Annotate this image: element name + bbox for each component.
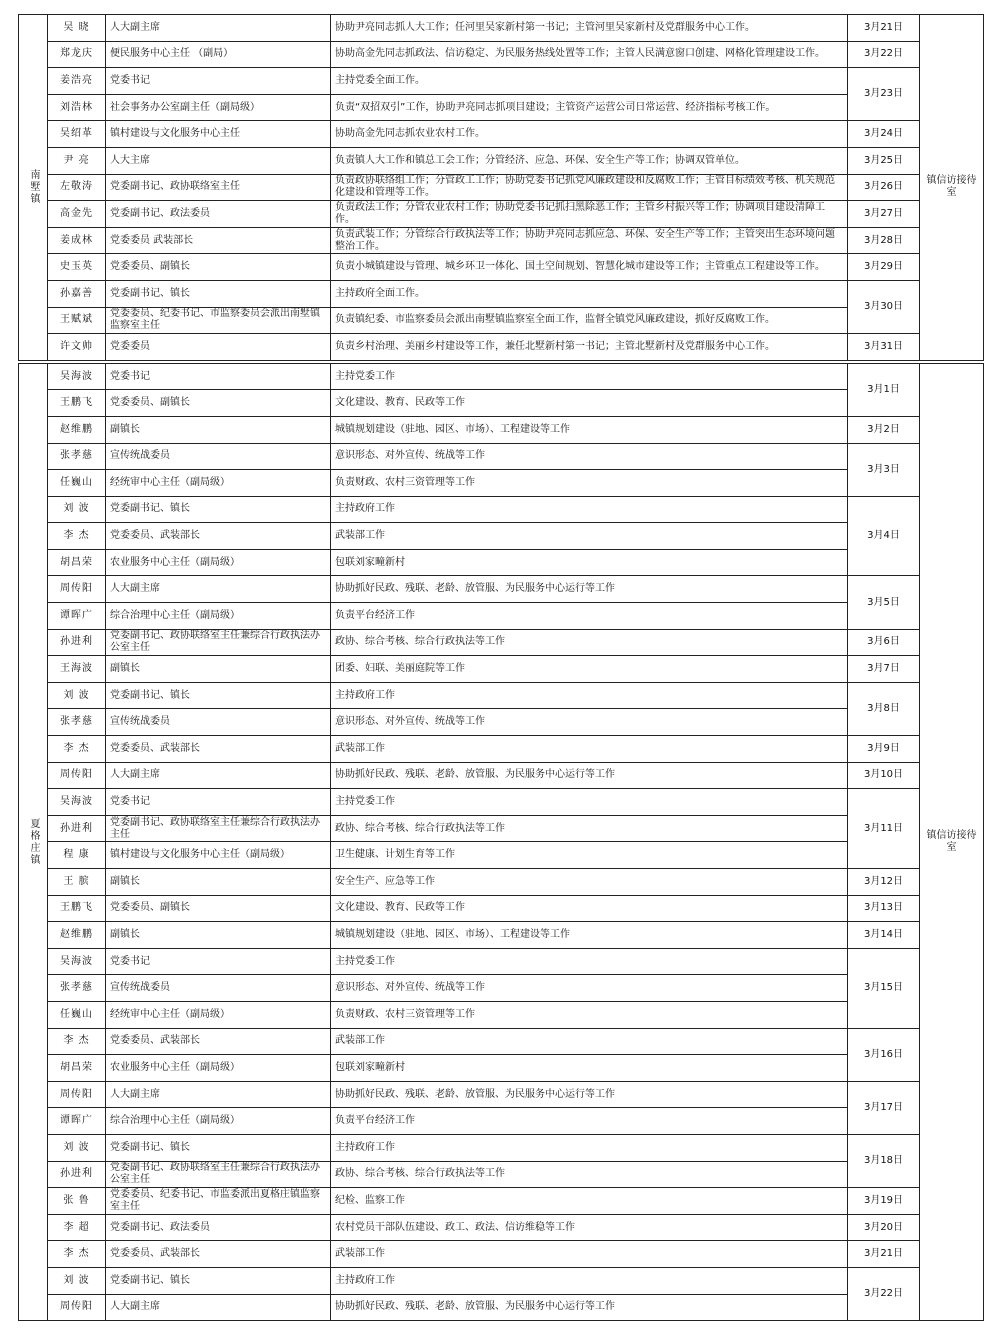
date-cell: 3月12日 — [848, 869, 920, 896]
town-cell: 夏格庄镇 — [19, 363, 48, 1320]
table-row — [19, 709, 984, 736]
title-cell: 人大主席 — [106, 147, 331, 174]
name-cell: 左敬涛 — [48, 174, 106, 201]
date-cell: 3月7日 — [848, 656, 920, 683]
name-cell: 吴 晓 — [48, 15, 106, 42]
date-cell: 3月21日 — [848, 15, 920, 42]
duty-cell: 团委、妇联、美丽庭院等工作 — [331, 656, 848, 683]
table-row — [19, 1294, 984, 1321]
name-cell: 周传阳 — [48, 576, 106, 603]
date-cell: 3月11日 — [848, 789, 920, 869]
duty-cell: 政协、综合考核、综合行政执法等工作 — [331, 1161, 848, 1188]
table-row — [19, 390, 984, 417]
table-body — [19, 15, 984, 1321]
table-row — [19, 94, 984, 121]
title-cell: 党委委员、武装部长 — [106, 1028, 331, 1055]
duty-cell: 主持政府工作 — [331, 1134, 848, 1161]
date-cell: 3月8日 — [848, 682, 920, 735]
title-cell: 镇村建设与文化服务中心主任 — [106, 121, 331, 148]
table-row — [19, 603, 984, 630]
duty-cell: 政协、综合考核、综合行政执法等工作 — [331, 629, 848, 656]
name-cell: 吴海波 — [48, 789, 106, 816]
date-cell: 3月13日 — [848, 895, 920, 922]
duty-cell: 主持党委工作 — [331, 948, 848, 975]
duty-cell: 城镇规划建设（驻地、园区、市场）、工程建设等工作 — [331, 416, 848, 443]
date-cell: 3月9日 — [848, 736, 920, 763]
reception-place-cell: 镇信访接待室 — [920, 15, 984, 361]
name-cell: 张孝慈 — [48, 709, 106, 736]
name-cell: 李 杰 — [48, 736, 106, 763]
name-cell: 任巍山 — [48, 470, 106, 497]
duty-cell: 纪检、监察工作 — [331, 1188, 848, 1215]
table-row — [19, 789, 984, 816]
table-row — [19, 416, 984, 443]
name-cell: 孙进利 — [48, 815, 106, 842]
table-row — [19, 656, 984, 683]
name-cell: 刘 波 — [48, 682, 106, 709]
name-cell: 王鹏飞 — [48, 895, 106, 922]
title-cell: 党委书记 — [106, 789, 331, 816]
date-cell: 3月23日 — [848, 68, 920, 121]
title-cell: 人大副主席 — [106, 576, 331, 603]
name-cell: 张孝慈 — [48, 975, 106, 1002]
name-cell: 吴海波 — [48, 948, 106, 975]
duty-cell: 负责镇纪委、市监察委员会派出南墅镇监察室全面工作，监督全镇党风廉政建设，抓好反腐败工作。 — [331, 307, 848, 334]
table-row — [19, 1161, 984, 1188]
duty-cell: 负责财政、农村三资管理等工作 — [331, 470, 848, 497]
name-cell: 任巍山 — [48, 1001, 106, 1028]
title-cell: 党委书记 — [106, 363, 331, 390]
table-row — [19, 1108, 984, 1135]
duty-cell: 主持党委全面工作。 — [331, 68, 848, 95]
date-cell: 3月5日 — [848, 576, 920, 629]
date-cell: 3月3日 — [848, 443, 920, 496]
table-row — [19, 307, 984, 334]
name-cell: 王鹏飞 — [48, 390, 106, 417]
date-cell: 3月20日 — [848, 1214, 920, 1241]
name-cell: 谭晖广 — [48, 1108, 106, 1135]
duty-cell: 意识形态、对外宣传、统战等工作 — [331, 975, 848, 1002]
table-row — [19, 363, 984, 390]
table-row — [19, 549, 984, 576]
table-row — [19, 334, 984, 361]
table-row — [19, 201, 984, 228]
name-cell: 许文帅 — [48, 334, 106, 361]
duty-cell: 武装部工作 — [331, 1241, 848, 1268]
date-cell: 3月10日 — [848, 762, 920, 789]
table-row — [19, 496, 984, 523]
reception-place-cell: 镇信访接待室 — [920, 363, 984, 1320]
date-cell: 3月6日 — [848, 629, 920, 656]
table-row — [19, 1055, 984, 1082]
name-cell: 刘 波 — [48, 1267, 106, 1294]
title-cell: 党委副书记、镇长 — [106, 1267, 331, 1294]
title-cell: 经统审中心主任（副局级） — [106, 470, 331, 497]
name-cell: 周传阳 — [48, 1081, 106, 1108]
table-row — [19, 895, 984, 922]
duty-cell: 负责财政、农村三资管理等工作 — [331, 1001, 848, 1028]
title-cell: 党委副书记、政协联络室主任兼综合行政执法办公室主任 — [106, 629, 331, 656]
duty-cell: 负责武装工作；分管综合行政执法等工作；协助尹亮同志抓应急、环保、安全生产等工作；主管突出生态环境问题整治工作。 — [331, 227, 848, 254]
title-cell: 副镇长 — [106, 869, 331, 896]
title-cell: 综合治理中心主任（副局级） — [106, 603, 331, 630]
table-row — [19, 1134, 984, 1161]
date-cell: 3月1日 — [848, 363, 920, 416]
date-cell: 3月17日 — [848, 1081, 920, 1134]
name-cell: 张孝慈 — [48, 443, 106, 470]
duty-cell: 文化建设、教育、民政等工作 — [331, 390, 848, 417]
date-cell: 3月15日 — [848, 948, 920, 1028]
title-cell: 党委副书记、镇长 — [106, 682, 331, 709]
title-cell: 党委委员、纪委书记、市监察委员会派出南墅镇监察室主任 — [106, 307, 331, 334]
table-row — [19, 41, 984, 68]
duty-cell: 协助抓好民政、残联、老龄、放管服、为民服务中心运行等工作 — [331, 1294, 848, 1321]
duty-cell: 协助抓好民政、残联、老龄、放管服、为民服务中心运行等工作 — [331, 576, 848, 603]
table-row — [19, 254, 984, 281]
title-cell: 镇村建设与文化服务中心主任（副局级） — [106, 842, 331, 869]
title-cell: 综合治理中心主任（副局级） — [106, 1108, 331, 1135]
date-cell: 3月21日 — [848, 1241, 920, 1268]
table-row — [19, 629, 984, 656]
name-cell: 孙嘉善 — [48, 280, 106, 307]
table-row — [19, 736, 984, 763]
duty-cell: 主持党委工作 — [331, 363, 848, 390]
table-row — [19, 762, 984, 789]
title-cell: 党委委员 武装部长 — [106, 227, 331, 254]
name-cell: 程 康 — [48, 842, 106, 869]
name-cell: 王赋斌 — [48, 307, 106, 334]
title-cell: 副镇长 — [106, 656, 331, 683]
title-cell: 宣传统战委员 — [106, 709, 331, 736]
town-cell: 南墅镇 — [19, 15, 48, 361]
title-cell: 党委委员、纪委书记、市监委派出夏格庄镇监察室主任 — [106, 1188, 331, 1215]
title-cell: 党委副书记、政协联络室主任兼综合行政执法办主任 — [106, 815, 331, 842]
date-cell: 3月16日 — [848, 1028, 920, 1081]
title-cell: 副镇长 — [106, 922, 331, 949]
table-row — [19, 15, 984, 42]
table-row — [19, 227, 984, 254]
title-cell: 人大副主席 — [106, 15, 331, 42]
name-cell: 史玉英 — [48, 254, 106, 281]
table-row — [19, 682, 984, 709]
duty-cell: 负责平台经济工作 — [331, 603, 848, 630]
title-cell: 社会事务办公室副主任（副局级） — [106, 94, 331, 121]
duty-cell: 包联刘家疃新村 — [331, 549, 848, 576]
duty-cell: 包联刘家疃新村 — [331, 1055, 848, 1082]
title-cell: 党委副书记、政协联络室主任 — [106, 174, 331, 201]
date-cell: 3月26日 — [848, 174, 920, 201]
table-row — [19, 523, 984, 550]
duty-cell: 意识形态、对外宣传、统战等工作 — [331, 709, 848, 736]
table-row — [19, 948, 984, 975]
title-cell: 党委委员、副镇长 — [106, 895, 331, 922]
date-cell: 3月25日 — [848, 147, 920, 174]
name-cell: 周传阳 — [48, 762, 106, 789]
title-cell: 党委副书记、镇长 — [106, 496, 331, 523]
name-cell: 刘浩林 — [48, 94, 106, 121]
table-row — [19, 815, 984, 842]
duty-cell: 主持政府工作 — [331, 496, 848, 523]
date-cell: 3月2日 — [848, 416, 920, 443]
title-cell: 经统审中心主任（副局级） — [106, 1001, 331, 1028]
name-cell: 周传阳 — [48, 1294, 106, 1321]
duty-cell: 政协、综合考核、综合行政执法等工作 — [331, 815, 848, 842]
name-cell: 李 杰 — [48, 523, 106, 550]
name-cell: 王海波 — [48, 656, 106, 683]
duty-cell: 协助尹亮同志抓人大工作；任河里吴家新村第一书记；主管河里吴家新村及党群服务中心工作。 — [331, 15, 848, 42]
date-cell: 3月28日 — [848, 227, 920, 254]
name-cell: 吴绍革 — [48, 121, 106, 148]
title-cell: 党委委员 — [106, 334, 331, 361]
title-cell: 党委书记 — [106, 68, 331, 95]
name-cell: 吴海波 — [48, 363, 106, 390]
duty-cell: 卫生健康、计划生育等工作 — [331, 842, 848, 869]
duty-cell: 协助高金先同志抓政法、信访稳定、为民服务热线处置等工作；主管人民满意窗口创建、网格化管理建设工作。 — [331, 41, 848, 68]
duty-cell: 城镇规划建设（驻地、园区、市场）、工程建设等工作 — [331, 922, 848, 949]
duty-cell: 负责政协联络组工作；分管政工工作；协助党委书记抓党风廉政建设和反腐败工作；主管目标绩效考核、机关规范化建设和管理等工作。 — [331, 174, 848, 201]
name-cell: 姜成林 — [48, 227, 106, 254]
duty-cell: 武装部工作 — [331, 736, 848, 763]
table-row — [19, 121, 984, 148]
title-cell: 人大副主席 — [106, 1081, 331, 1108]
title-cell: 党委书记 — [106, 948, 331, 975]
table-row — [19, 470, 984, 497]
date-cell: 3月24日 — [848, 121, 920, 148]
duty-cell: 负责镇人大工作和镇总工会工作；分管经济、应急、环保、安全生产等工作；协调双管单位。 — [331, 147, 848, 174]
table-row — [19, 1081, 984, 1108]
name-cell: 赵维鹏 — [48, 922, 106, 949]
table-row — [19, 1214, 984, 1241]
date-cell: 3月30日 — [848, 280, 920, 333]
date-cell: 3月4日 — [848, 496, 920, 576]
title-cell: 党委副书记、政协联络室主任兼综合行政执法办公室主任 — [106, 1161, 331, 1188]
name-cell: 刘 波 — [48, 1134, 106, 1161]
table-row — [19, 922, 984, 949]
table-row — [19, 842, 984, 869]
table-row — [19, 576, 984, 603]
name-cell: 张 鲁 — [48, 1188, 106, 1215]
table-row — [19, 869, 984, 896]
name-cell: 高金先 — [48, 201, 106, 228]
duty-cell: 意识形态、对外宣传、统战等工作 — [331, 443, 848, 470]
duty-schedule-table — [18, 14, 984, 1321]
title-cell: 宣传统战委员 — [106, 975, 331, 1002]
date-cell: 3月18日 — [848, 1134, 920, 1187]
date-cell: 3月27日 — [848, 201, 920, 228]
name-cell: 李 杰 — [48, 1241, 106, 1268]
date-cell: 3月22日 — [848, 1267, 920, 1320]
name-cell: 胡昌荣 — [48, 1055, 106, 1082]
name-cell: 李 杰 — [48, 1028, 106, 1055]
title-cell: 党委副书记、政法委员 — [106, 201, 331, 228]
title-cell: 农业服务中心主任（副局级） — [106, 549, 331, 576]
name-cell: 李 超 — [48, 1214, 106, 1241]
name-cell: 胡昌荣 — [48, 549, 106, 576]
duty-cell: 主持政府工作 — [331, 682, 848, 709]
duty-cell: 文化建设、教育、民政等工作 — [331, 895, 848, 922]
name-cell: 王 膑 — [48, 869, 106, 896]
title-cell: 党委委员、武装部长 — [106, 1241, 331, 1268]
date-cell: 3月31日 — [848, 334, 920, 361]
name-cell: 谭晖广 — [48, 603, 106, 630]
name-cell: 刘 波 — [48, 496, 106, 523]
duty-cell: 主持政府工作 — [331, 1267, 848, 1294]
title-cell: 农业服务中心主任（副局级） — [106, 1055, 331, 1082]
title-cell: 党委委员、副镇长 — [106, 390, 331, 417]
table-row — [19, 1001, 984, 1028]
duty-cell: 农村党员干部队伍建设、政工、政法、信访维稳等工作 — [331, 1214, 848, 1241]
table-row — [19, 1267, 984, 1294]
title-cell: 党委副书记、政法委员 — [106, 1214, 331, 1241]
duty-cell: 负责平台经济工作 — [331, 1108, 848, 1135]
name-cell: 郑龙庆 — [48, 41, 106, 68]
duty-cell: 主持政府全面工作。 — [331, 280, 848, 307]
table-row — [19, 1188, 984, 1215]
duty-cell: 武装部工作 — [331, 523, 848, 550]
name-cell: 孙进利 — [48, 629, 106, 656]
name-cell: 尹 亮 — [48, 147, 106, 174]
table-row — [19, 174, 984, 201]
date-cell: 3月19日 — [848, 1188, 920, 1215]
duty-cell: 协助抓好民政、残联、老龄、放管服、为民服务中心运行等工作 — [331, 762, 848, 789]
title-cell: 人大副主席 — [106, 762, 331, 789]
date-cell: 3月22日 — [848, 41, 920, 68]
table-row — [19, 975, 984, 1002]
duty-cell: 负责“双招双引”工作，协助尹亮同志抓项目建设；主管资产运营公司日常运营、经济指标考核工作。 — [331, 94, 848, 121]
duty-cell: 安全生产、应急等工作 — [331, 869, 848, 896]
duty-cell: 负责小城镇建设与管理、城乡环卫一体化、国土空间规划、智慧化城市建设等工作；主管重点工程建设等工作。 — [331, 254, 848, 281]
title-cell: 党委副书记、镇长 — [106, 280, 331, 307]
title-cell: 副镇长 — [106, 416, 331, 443]
date-cell: 3月14日 — [848, 922, 920, 949]
duty-cell: 负责政法工作；分管农业农村工作；协助党委书记抓扫黑除恶工作；主管乡村振兴等工作；协调项目建设清障工作。 — [331, 201, 848, 228]
title-cell: 党委委员、武装部长 — [106, 736, 331, 763]
date-cell: 3月29日 — [848, 254, 920, 281]
table-row — [19, 147, 984, 174]
duty-cell: 主持党委工作 — [331, 789, 848, 816]
title-cell: 党委委员、副镇长 — [106, 254, 331, 281]
table-row — [19, 443, 984, 470]
name-cell: 孙进利 — [48, 1161, 106, 1188]
name-cell: 赵维鹏 — [48, 416, 106, 443]
title-cell: 党委委员、武装部长 — [106, 523, 331, 550]
duty-cell: 协助高金先同志抓农业农村工作。 — [331, 121, 848, 148]
name-cell: 姜浩亮 — [48, 68, 106, 95]
title-cell: 宣传统战委员 — [106, 443, 331, 470]
table-row — [19, 280, 984, 307]
table-row — [19, 1241, 984, 1268]
title-cell: 人大副主席 — [106, 1294, 331, 1321]
title-cell: 党委副书记、镇长 — [106, 1134, 331, 1161]
duty-cell: 协助抓好民政、残联、老龄、放管服、为民服务中心运行等工作 — [331, 1081, 848, 1108]
duty-cell: 负责乡村治理、美丽乡村建设等工作，兼任北墅新村第一书记；主管北墅新村及党群服务中心工作。 — [331, 334, 848, 361]
table-row — [19, 1028, 984, 1055]
title-cell: 便民服务中心主任 （副局） — [106, 41, 331, 68]
duty-cell: 武装部工作 — [331, 1028, 848, 1055]
table-row — [19, 68, 984, 95]
